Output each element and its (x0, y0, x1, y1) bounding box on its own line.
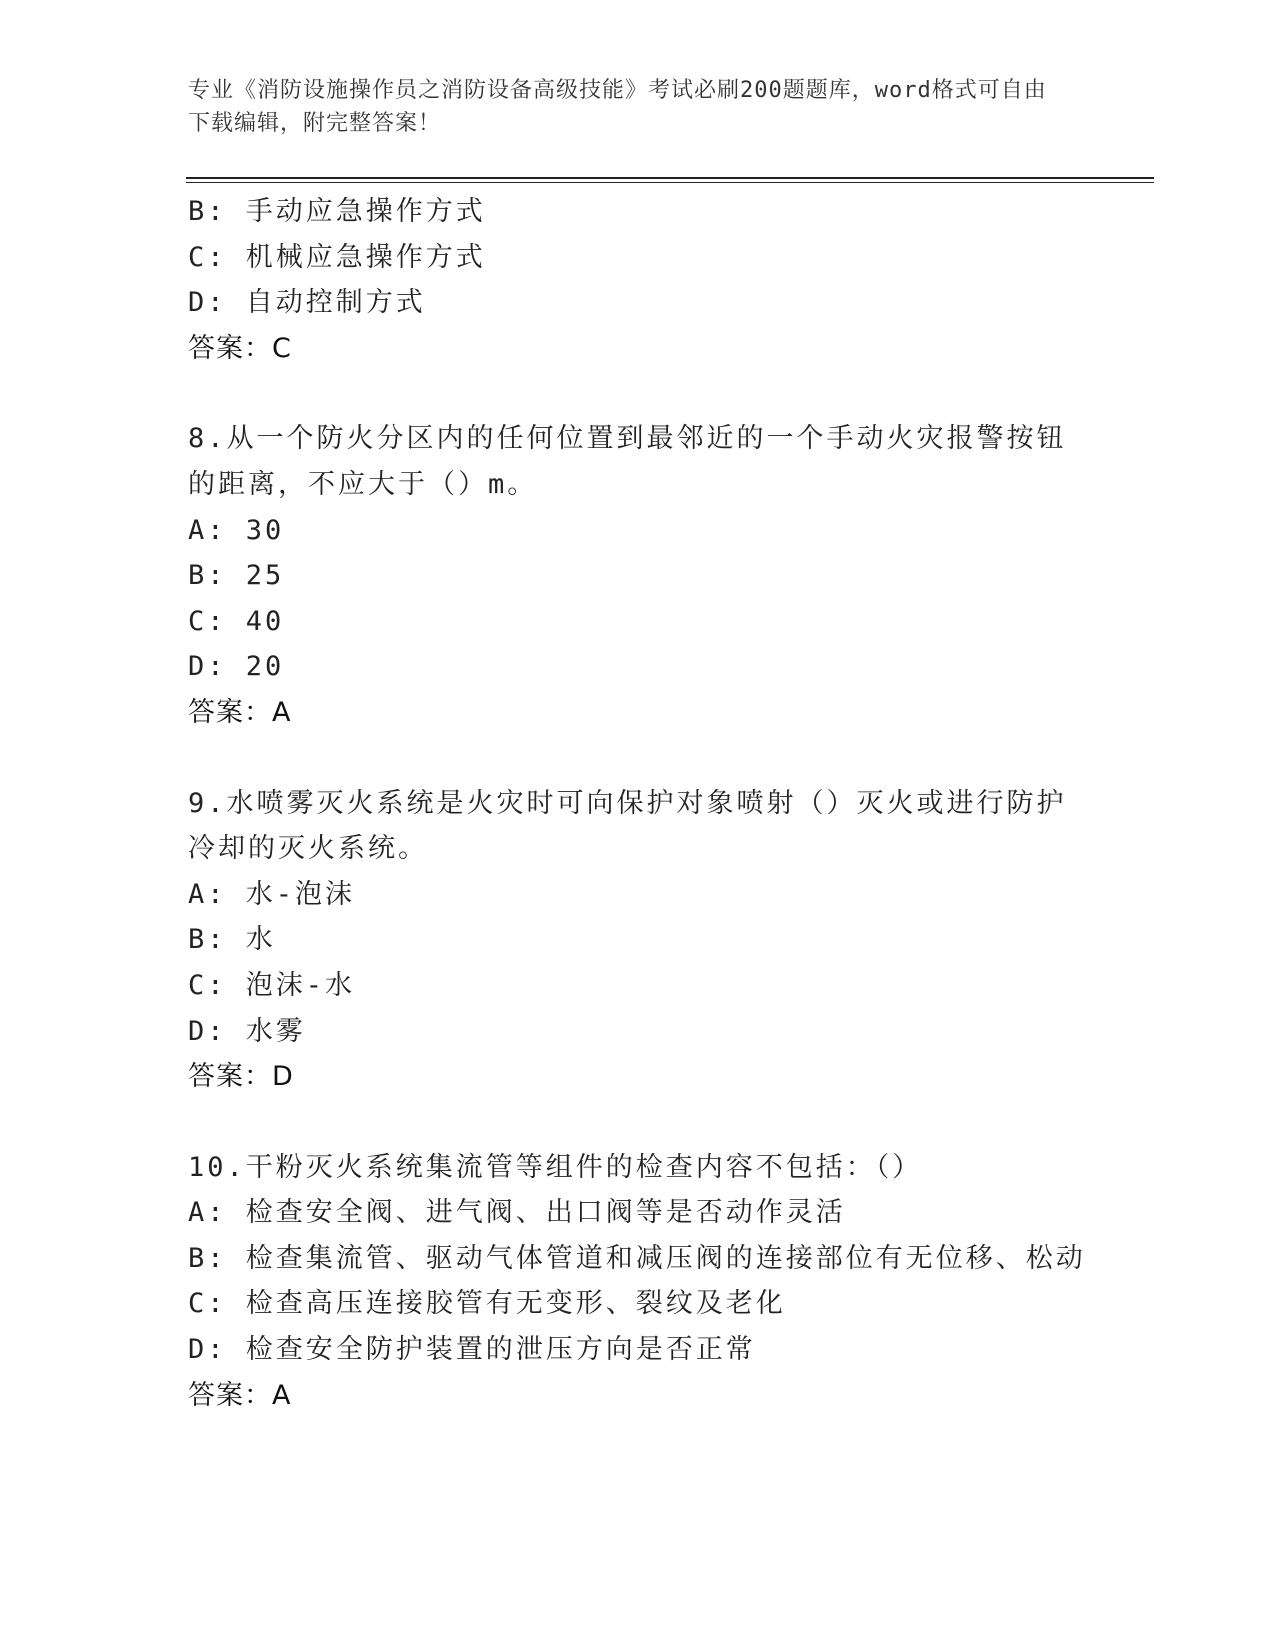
question-10-block (188, 1145, 1088, 1419)
q9-question: 9.水喷雾灭火系统是火灾时可向保护对象喷射（）灭火或进行防护冷却的灭火系统。 (188, 787, 1067, 865)
q8-option-d: D: 20 (188, 651, 285, 683)
q10-option-a: A: 检查安全阀、进气阀、出口阀等是否动作灵活 (188, 1197, 846, 1229)
q7-answer: 答案：C (188, 332, 292, 364)
q9-option-b: B: 水 (188, 924, 276, 956)
header-rule-thin (186, 182, 1154, 183)
q9-option-a: A: 水-泡沫 (188, 878, 356, 910)
header-rule-thick (186, 177, 1154, 179)
q10-answer: 答案：A (188, 1379, 292, 1411)
spacer (188, 371, 1088, 416)
spacer (188, 736, 1088, 781)
document-header: 专业《消防设施操作员之消防设备高级技能》考试必刷200题题库，word格式可自由下载编辑，附完整答案！ (188, 78, 1047, 136)
q8-question: 8.从一个防火分区内的任何位置到最邻近的一个手动火灾报警按钮的距离，不应大于（）m。 (188, 423, 1067, 500)
document-body (188, 189, 1088, 1418)
q8-answer: 答案：A (188, 696, 292, 728)
q10-option-c: C: 检查高压连接胶管有无变形、裂纹及老化 (188, 1288, 786, 1320)
q9-answer: 答案：D (188, 1061, 294, 1093)
q10-question: 10.干粉灭火系统集流管等组件的检查内容不包括：（） (188, 1151, 923, 1183)
spacer (188, 1100, 1088, 1145)
q8-option-b: B: 25 (188, 560, 285, 592)
q10-option-b: B: 检查集流管、驱动气体管道和减压阀的连接部位有无位移、松动 (188, 1242, 1086, 1274)
q8-option-a: A: 30 (188, 514, 285, 546)
q7-option-c: C: 机械应急操作方式 (188, 241, 486, 273)
q9-option-c: C: 泡沫-水 (188, 969, 356, 1001)
q7-option-b: B: 手动应急操作方式 (188, 196, 486, 227)
question-8-block (188, 416, 1088, 735)
q8-option-c: C: 40 (188, 605, 285, 637)
question-9-block (188, 781, 1088, 1100)
q9-option-d: D: 水雾 (188, 1015, 306, 1047)
q10-option-d: D: 检查安全防护装置的泄压方向是否正常 (188, 1334, 756, 1366)
q7-option-d: D: 自动控制方式 (188, 287, 426, 319)
question-7-block (188, 189, 1088, 371)
